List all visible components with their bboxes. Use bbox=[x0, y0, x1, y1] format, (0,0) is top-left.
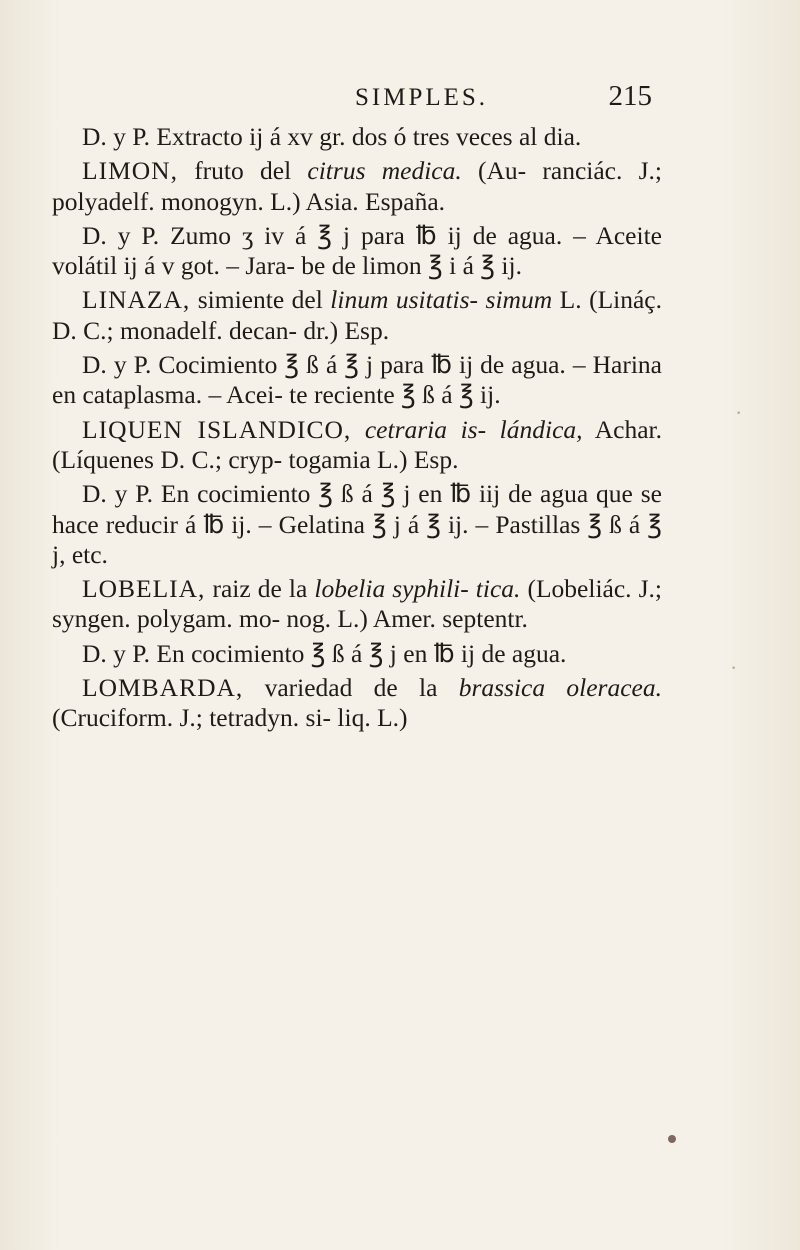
running-head: SIMPLES. bbox=[355, 84, 489, 111]
page-number: 215 bbox=[608, 80, 652, 112]
entry-headword: LOMBARDA, bbox=[82, 673, 244, 703]
entry-latin-name: lobelia syphili- tica. bbox=[314, 574, 521, 604]
entry-liquen: LIQUEN ISLANDICO, cetraria is- lándica, Achar. (Líquenes D. C.; cryp- togamia L.) Esp. D. y P. En cocimiento ℥ ß á ℥ j en ℔ iij de agua que se hace reducir á ℔ ij. – Gelatina ℥ j á ℥ ij. – Pastillas ℥ ß á ℥ j, etc. bbox=[52, 414, 663, 569]
entry-continuation bbox=[52, 122, 662, 152]
entry-headword: LOBELIA, bbox=[82, 574, 206, 604]
entry-headword: LIQUEN ISLANDICO, bbox=[82, 414, 352, 444]
entry-dosage: D. y P. Cocimiento ℥ ß á ℥ j para ℔ ij de agua. – Harina en cataplasma. – Acei- te reciente ℥ ß á ℥ ij. bbox=[52, 350, 662, 410]
entry-latin-name: linum usitatis- simum bbox=[330, 285, 553, 315]
entry-headword: LIMON, bbox=[82, 156, 178, 186]
margin-mark: · bbox=[730, 655, 738, 680]
ink-spot bbox=[668, 1135, 676, 1143]
entry-dosage: D. y P. Zumo ʒ iv á ℥ j para ℔ ij de agua. – Aceite volátil ij á v got. – Jara- be de limon ℥ i á ℥ ij. bbox=[52, 220, 662, 281]
entry-headword: LINAZA, bbox=[82, 285, 191, 315]
entry-latin-name: brassica oleracea. bbox=[458, 673, 662, 703]
page-header bbox=[150, 78, 660, 118]
entry-lobelia: LOBELIA, raiz de la lobelia syphili- tica. (Lobeliác. J.; syngen. polygam. mo- nog. L.) Amer. septentr. D. y P. En cocimiento ℥ ß á ℥ j en ℔ ij de agua. bbox=[52, 574, 662, 668]
entry-line: D. y P. Extracto ij á xv gr. dos ó tres veces al dia. bbox=[82, 122, 582, 151]
margin-mark: · bbox=[735, 400, 743, 425]
main-text bbox=[52, 122, 662, 738]
entry-latin-name: citrus medica. bbox=[307, 156, 462, 186]
entry-dosage: D. y P. En cocimiento ℥ ß á ℥ j en ℔ iij de agua que se hace reducir á ℔ ij. – Gelatina ℥ j á ℥ ij. – Pastillas ℥ ß á ℥ j, etc. bbox=[52, 479, 662, 569]
entry-latin-name: cetraria is- lándica, bbox=[364, 414, 583, 444]
entry-linaza: LINAZA, simiente del linum usitatis- simum L. (Lináç. D. C.; monadelf. decan- dr.) Esp. D. y P. Cocimiento ℥ ß á ℥ j para ℔ ij de agua. – Harina en cataplasma. – Acei- te reciente ℥ ß á ℥ ij. bbox=[52, 285, 662, 410]
entry-limon: LIMON, fruto del citrus medica. (Au- ranciác. J.; polyadelf. monogyn. L.) Asia. España. D. y P. Zumo ʒ iv á ℥ j para ℔ ij de agua. – Aceite volátil ij á v got. – Jara- be de limon ℥ i á ℥ ij. bbox=[52, 156, 662, 281]
entry-dosage: D. y P. En cocimiento ℥ ß á ℥ j en ℔ ij de agua. bbox=[82, 638, 567, 668]
entry-lombarda: LOMBARDA, variedad de la brassica oleracea. (Cruciform. J.; tetradyn. si- liq. L.) bbox=[52, 673, 662, 733]
